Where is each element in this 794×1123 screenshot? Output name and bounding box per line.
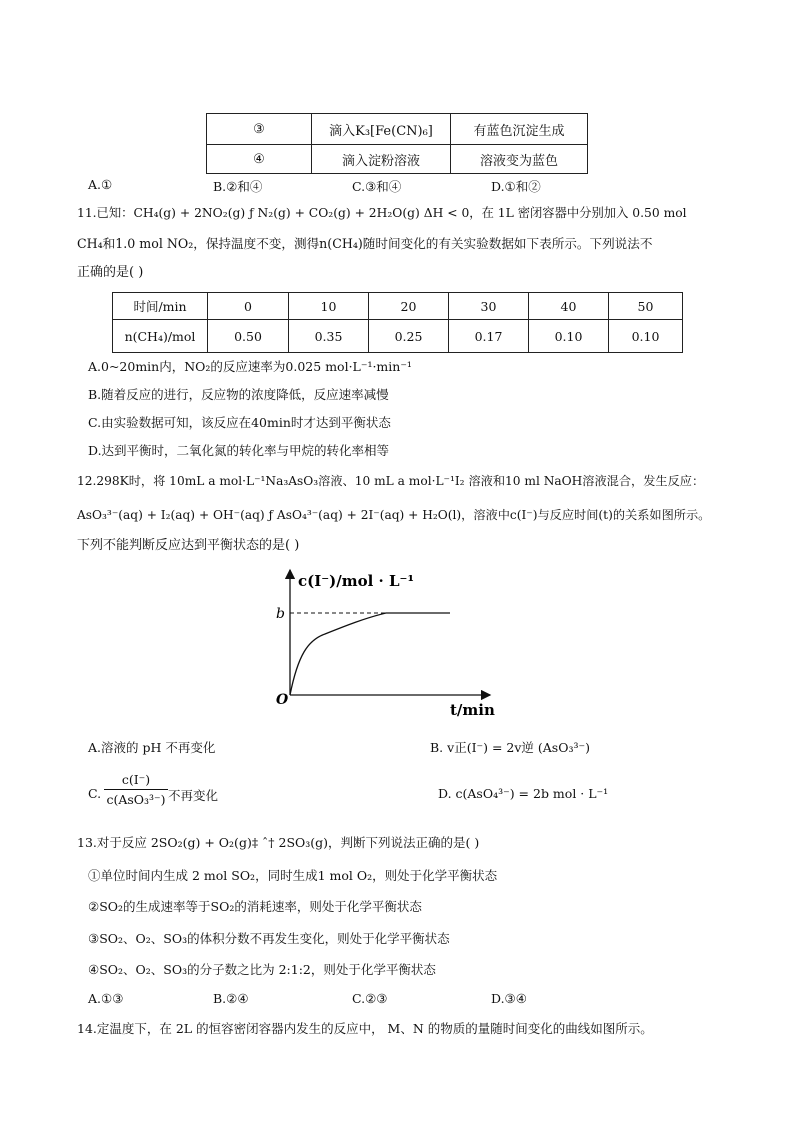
q12-option-b: B. v正(I⁻) = 2v逆 (AsO₃³⁻)	[430, 740, 590, 755]
q11-stem-line1: 11.已知：CH₄(g) + 2NO₂(g) ƒ N₂(g) + CO₂(g) + 2H₂O(g) ΔH < 0，在 1L 密闭容器中分别加入 0.50 mol	[77, 206, 687, 220]
q11-option-c: C.由实验数据可知，该反应在40min时才达到平衡状态	[88, 415, 391, 430]
q13-option-a: A.①③	[88, 991, 124, 1006]
table-row	[207, 145, 588, 174]
table-header-cell: 时间/min	[113, 293, 208, 320]
table-row	[113, 320, 683, 353]
q13-item-1: ①单位时间内生成 2 mol SO₂，同时生成1 mol O₂，则处于化学平衡状态	[88, 868, 498, 883]
y-axis-label: c(I⁻)/mol · L⁻¹	[298, 572, 415, 590]
q12-stem-line2: AsO₃³⁻(aq) + I₂(aq) + OH⁻(aq) ƒ AsO₄³⁻(aq) + 2I⁻(aq) + H₂O(l)，溶液中c(I⁻)与反应时间(t)的关系如图所示。	[77, 508, 711, 522]
fraction-denominator: c(AsO₃³⁻)	[106, 792, 166, 807]
table-row	[207, 114, 588, 145]
origin-label: O	[276, 692, 289, 708]
q11-stem-line3: 正确的是( )	[77, 265, 144, 280]
q12-stem-line3: 下列不能判断反应达到平衡状态的是( )	[77, 538, 300, 553]
table-header-cell: 30	[449, 293, 529, 320]
q12-concentration-graph	[270, 560, 500, 720]
table-cell: ③	[207, 114, 312, 145]
q13-item-2: ②SO₂的生成速率等于SO₂的消耗速率，则处于化学平衡状态	[88, 899, 422, 914]
q13-option-d: D.③④	[491, 991, 527, 1006]
q14-stem: 14.定温度下，在 2L 的恒容密闭容器内发生的反应中， M、N 的物质的量随时间变化的曲线如图所示。	[77, 1021, 653, 1036]
q13-item-3: ③SO₂、O₂、SO₃的体积分数不再发生变化，则处于化学平衡状态	[88, 931, 450, 946]
table-cell: n(CH₄)/mol	[113, 320, 208, 353]
table-header-cell: 50	[609, 293, 683, 320]
q10-option-c: C.③和④	[352, 179, 402, 194]
q13-item-4: ④SO₂、O₂、SO₃的分子数之比为 2:1:2，则处于化学平衡状态	[88, 962, 436, 977]
table-cell: 0.25	[369, 320, 449, 353]
fraction	[104, 772, 168, 807]
q10-option-b: B.②和④	[213, 179, 263, 194]
table-cell: 溶液变为蓝色	[451, 145, 588, 174]
table-cell: 滴入K₃[Fe(CN)₆]	[312, 114, 451, 145]
table-cell: 滴入淀粉溶液	[312, 145, 451, 174]
q11-stem-line2: CH₄和1.0 mol NO₂，保持温度不变，测得n(CH₄)随时间变化的有关实验数据如下表所示。下列说法不	[77, 236, 653, 251]
table-header-cell: 40	[529, 293, 609, 320]
table-header-row	[113, 293, 683, 320]
q12-stem-line1: 12.298K时，将 10mL a mol·L⁻¹Na₃AsO₃溶液、10 mL a mol·L⁻¹I₂ 溶液和10 ml NaOH溶液混合，发生反应：	[77, 474, 705, 488]
table-cell: ④	[207, 145, 312, 174]
table-header-cell: 20	[369, 293, 449, 320]
q13-option-b: B.②④	[213, 991, 249, 1006]
table-cell: 0.35	[289, 320, 369, 353]
table-header-cell: 10	[289, 293, 369, 320]
q11-option-a: A.0~20min内，NO₂的反应速率为0.025 mol·L⁻¹·min⁻¹	[88, 359, 412, 374]
q11-data-table	[112, 292, 683, 353]
b-label: b	[276, 606, 285, 622]
concentration-curve	[290, 613, 450, 695]
fraction-numerator: c(I⁻)	[104, 772, 168, 790]
table-header-cell: 0	[208, 293, 289, 320]
table-cell: 0.50	[208, 320, 289, 353]
option-suffix: 不再变化	[168, 788, 219, 803]
table-cell: 0.17	[449, 320, 529, 353]
table-cell: 0.10	[609, 320, 683, 353]
option-letter: C.	[88, 786, 102, 801]
q13-option-c: C.②③	[352, 991, 388, 1006]
table-cell: 0.10	[529, 320, 609, 353]
q10-option-a: A.①	[88, 177, 113, 192]
q13-stem: 13.对于反应 2SO₂(g) + O₂(g)‡ ˆ† 2SO₃(g)，判断下列说法正确的是( )	[77, 835, 480, 850]
x-axis-label: t/min	[450, 701, 495, 719]
q11-option-d: D.达到平衡时，二氧化氮的转化率与甲烷的转化率相等	[88, 443, 390, 458]
top-table	[206, 113, 588, 174]
q10-option-d: D.①和②	[491, 179, 541, 194]
q12-option-d: D. c(AsO₄³⁻) = 2b mol · L⁻¹	[438, 786, 609, 801]
q11-option-b: B.随着反应的进行，反应物的浓度降低，反应速率减慢	[88, 387, 389, 402]
table-cell: 有蓝色沉淀生成	[451, 114, 588, 145]
q12-option-a: A.溶液的 pH 不再变化	[88, 740, 216, 755]
